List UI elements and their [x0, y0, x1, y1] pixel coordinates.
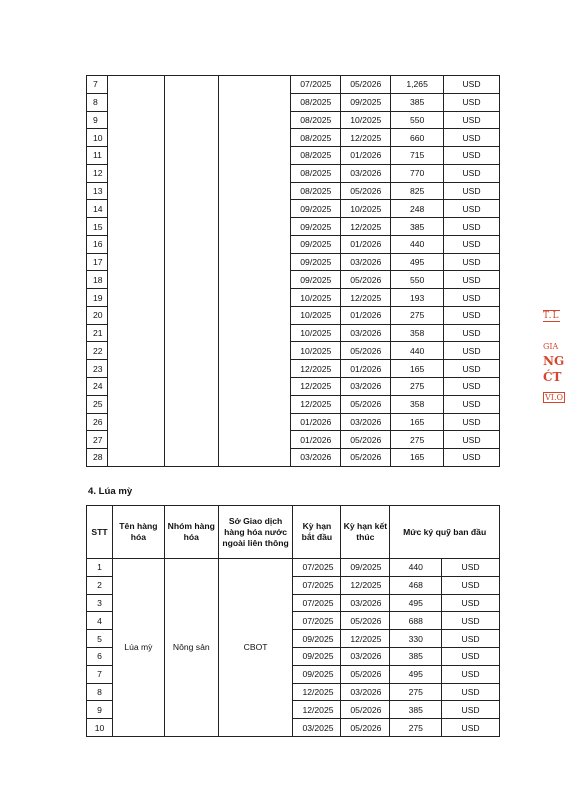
end-term-cell: 05/2026	[341, 431, 391, 449]
currency-cell: USD	[444, 449, 500, 467]
product-group-cell: Nông sản	[164, 559, 218, 737]
margin-value-cell: 825	[391, 182, 444, 200]
currency-cell: USD	[444, 431, 500, 449]
start-term-cell: 09/2025	[291, 218, 341, 236]
end-term-cell: 10/2025	[341, 111, 391, 129]
margin-value-cell: 385	[390, 701, 442, 719]
currency-cell: USD	[444, 164, 500, 182]
wheat-margin-table-body	[87, 559, 500, 737]
product-group-cell	[164, 76, 218, 467]
header-exchange: Sở Giao dịch hàng hóa nước ngoài liên thông	[218, 506, 293, 559]
margin-table-continued-body	[87, 76, 500, 467]
start-term-cell: 10/2025	[291, 324, 341, 342]
start-term-cell: 08/2025	[291, 147, 341, 165]
start-term-cell: 09/2025	[293, 630, 341, 648]
official-stamp	[541, 300, 565, 410]
start-term-cell: 07/2025	[293, 559, 341, 577]
margin-value-cell: 440	[391, 342, 444, 360]
margin-value-cell: 688	[390, 612, 442, 630]
start-term-cell: 08/2025	[291, 164, 341, 182]
end-term-cell: 03/2026	[341, 164, 391, 182]
end-term-cell: 03/2026	[341, 378, 391, 396]
currency-cell: USD	[442, 665, 500, 683]
margin-value-cell: 385	[390, 647, 442, 665]
stt-cell: 21	[87, 324, 108, 342]
currency-cell: USD	[442, 719, 500, 737]
end-term-cell: 05/2026	[341, 612, 390, 630]
margin-value-cell: 385	[391, 218, 444, 236]
start-term-cell: 01/2026	[291, 413, 341, 431]
product-name-cell	[107, 76, 164, 467]
stt-cell: 7	[87, 665, 113, 683]
stt-cell: 27	[87, 431, 108, 449]
start-term-cell: 09/2025	[291, 253, 341, 271]
currency-cell: USD	[444, 253, 500, 271]
currency-cell: USD	[442, 683, 500, 701]
stt-cell: 15	[87, 218, 108, 236]
start-term-cell: 10/2025	[291, 342, 341, 360]
currency-cell: USD	[442, 630, 500, 648]
currency-cell: USD	[442, 559, 500, 577]
header-end-term: Kỳ hạn kết thúc	[341, 506, 390, 559]
currency-cell: USD	[444, 93, 500, 111]
start-term-cell: 07/2025	[293, 612, 341, 630]
end-term-cell: 10/2025	[341, 200, 391, 218]
end-term-cell: 01/2026	[341, 235, 391, 253]
stt-cell: 13	[87, 182, 108, 200]
stt-cell: 28	[87, 449, 108, 467]
start-term-cell: 09/2025	[291, 235, 341, 253]
margin-value-cell: 275	[391, 378, 444, 396]
currency-cell: USD	[444, 413, 500, 431]
end-term-cell: 05/2026	[341, 76, 391, 94]
stt-cell: 18	[87, 271, 108, 289]
stt-cell: 9	[87, 701, 113, 719]
margin-value-cell: 440	[390, 559, 442, 577]
stamp-text: GIA	[543, 342, 559, 351]
margin-value-cell: 440	[391, 235, 444, 253]
stt-cell: 10	[87, 719, 113, 737]
margin-value-cell: 358	[391, 324, 444, 342]
end-term-cell: 05/2026	[341, 395, 391, 413]
end-term-cell: 03/2026	[341, 324, 391, 342]
wheat-margin-table	[86, 505, 500, 737]
currency-cell: USD	[442, 594, 500, 612]
stamp-text: VI.O	[545, 393, 564, 402]
margin-value-cell: 385	[391, 93, 444, 111]
start-term-cell: 09/2025	[291, 200, 341, 218]
start-term-cell: 03/2025	[293, 719, 341, 737]
start-term-cell: 12/2025	[293, 701, 341, 719]
end-term-cell: 03/2026	[341, 683, 390, 701]
currency-cell: USD	[444, 111, 500, 129]
table-row	[87, 76, 500, 94]
start-term-cell: 12/2025	[291, 378, 341, 396]
stt-cell: 9	[87, 111, 108, 129]
margin-table-continued	[86, 75, 500, 467]
stt-cell: 12	[87, 164, 108, 182]
stamp-text: ĆT	[543, 370, 562, 384]
currency-cell: USD	[444, 129, 500, 147]
end-term-cell: 09/2025	[341, 93, 391, 111]
margin-value-cell: 1,265	[391, 76, 444, 94]
margin-value-cell: 275	[390, 719, 442, 737]
header-product-group: Nhóm hàng hóa	[164, 506, 218, 559]
stt-cell: 17	[87, 253, 108, 271]
currency-cell: USD	[442, 647, 500, 665]
currency-cell: USD	[444, 200, 500, 218]
start-term-cell: 09/2025	[291, 271, 341, 289]
end-term-cell: 01/2026	[341, 306, 391, 324]
end-term-cell: 05/2026	[341, 182, 391, 200]
margin-value-cell: 358	[391, 395, 444, 413]
currency-cell: USD	[444, 360, 500, 378]
stt-cell: 26	[87, 413, 108, 431]
exchange-cell	[218, 76, 291, 467]
start-term-cell: 08/2025	[291, 111, 341, 129]
end-term-cell: 03/2026	[341, 594, 390, 612]
exchange-cell: CBOT	[218, 559, 293, 737]
end-term-cell: 01/2026	[341, 360, 391, 378]
currency-cell: USD	[444, 342, 500, 360]
stt-cell: 8	[87, 683, 113, 701]
start-term-cell: 07/2025	[291, 76, 341, 94]
margin-value-cell: 468	[390, 576, 442, 594]
stt-cell: 6	[87, 647, 113, 665]
end-term-cell: 03/2026	[341, 253, 391, 271]
end-term-cell: 05/2026	[341, 342, 391, 360]
stt-cell: 8	[87, 93, 108, 111]
currency-cell: USD	[444, 378, 500, 396]
stt-cell: 2	[87, 576, 113, 594]
start-term-cell: 08/2025	[291, 182, 341, 200]
margin-value-cell: 715	[391, 147, 444, 165]
currency-cell: USD	[444, 324, 500, 342]
stt-cell: 7	[87, 76, 108, 94]
stt-cell: 14	[87, 200, 108, 218]
margin-value-cell: 275	[390, 683, 442, 701]
table-row	[87, 559, 500, 577]
end-term-cell: 05/2026	[341, 701, 390, 719]
margin-value-cell: 165	[391, 413, 444, 431]
stamp-text: T.L	[543, 311, 560, 321]
stt-cell: 16	[87, 235, 108, 253]
currency-cell: USD	[444, 218, 500, 236]
margin-value-cell: 495	[390, 594, 442, 612]
margin-value-cell: 275	[391, 431, 444, 449]
margin-value-cell: 165	[391, 449, 444, 467]
stt-cell: 3	[87, 594, 113, 612]
currency-cell: USD	[442, 576, 500, 594]
stamp-text: NG	[543, 354, 565, 368]
start-term-cell: 12/2025	[291, 395, 341, 413]
end-term-cell: 05/2026	[341, 719, 390, 737]
end-term-cell: 03/2026	[341, 647, 390, 665]
start-term-cell: 12/2025	[291, 360, 341, 378]
currency-cell: USD	[442, 701, 500, 719]
header-initial-margin: Mức ký quỹ ban đầu	[390, 506, 500, 559]
end-term-cell: 01/2026	[341, 147, 391, 165]
end-term-cell: 12/2025	[341, 576, 390, 594]
stt-cell: 20	[87, 306, 108, 324]
currency-cell: USD	[444, 182, 500, 200]
margin-value-cell: 550	[391, 111, 444, 129]
currency-cell: USD	[444, 147, 500, 165]
currency-cell: USD	[444, 395, 500, 413]
start-term-cell: 09/2025	[293, 647, 341, 665]
stt-cell: 25	[87, 395, 108, 413]
header-product-name: Tên hàng hóa	[112, 506, 164, 559]
margin-value-cell: 193	[391, 289, 444, 307]
stt-cell: 4	[87, 612, 113, 630]
currency-cell: USD	[442, 612, 500, 630]
margin-value-cell: 660	[391, 129, 444, 147]
margin-value-cell: 495	[390, 665, 442, 683]
header-start-term: Kỳ hạn bắt đầu	[293, 506, 341, 559]
start-term-cell: 01/2026	[291, 431, 341, 449]
end-term-cell: 05/2026	[341, 271, 391, 289]
margin-value-cell: 275	[391, 306, 444, 324]
stt-cell: 5	[87, 630, 113, 648]
currency-cell: USD	[444, 76, 500, 94]
end-term-cell: 12/2025	[341, 289, 391, 307]
header-stt: STT	[87, 506, 113, 559]
stt-cell: 10	[87, 129, 108, 147]
start-term-cell: 10/2025	[291, 289, 341, 307]
start-term-cell: 07/2025	[293, 594, 341, 612]
stt-cell: 11	[87, 147, 108, 165]
start-term-cell: 09/2025	[293, 665, 341, 683]
margin-value-cell: 330	[390, 630, 442, 648]
end-term-cell: 03/2026	[341, 413, 391, 431]
start-term-cell: 12/2025	[293, 683, 341, 701]
currency-cell: USD	[444, 271, 500, 289]
margin-value-cell: 495	[391, 253, 444, 271]
stt-cell: 23	[87, 360, 108, 378]
stt-cell: 1	[87, 559, 113, 577]
start-term-cell: 07/2025	[293, 576, 341, 594]
currency-cell: USD	[444, 306, 500, 324]
currency-cell: USD	[444, 289, 500, 307]
stt-cell: 19	[87, 289, 108, 307]
section-title: 4. Lúa mỳ	[88, 486, 133, 497]
currency-cell: USD	[444, 235, 500, 253]
start-term-cell: 10/2025	[291, 306, 341, 324]
end-term-cell: 12/2025	[341, 630, 390, 648]
end-term-cell: 05/2026	[341, 665, 390, 683]
table-header-row	[87, 506, 500, 559]
margin-value-cell: 248	[391, 200, 444, 218]
product-name-cell: Lúa mỳ	[112, 559, 164, 737]
start-term-cell: 08/2025	[291, 93, 341, 111]
stt-cell: 24	[87, 378, 108, 396]
stt-cell: 22	[87, 342, 108, 360]
end-term-cell: 05/2026	[341, 449, 391, 467]
margin-value-cell: 550	[391, 271, 444, 289]
end-term-cell: 09/2025	[341, 559, 390, 577]
end-term-cell: 12/2025	[341, 218, 391, 236]
margin-value-cell: 770	[391, 164, 444, 182]
end-term-cell: 12/2025	[341, 129, 391, 147]
start-term-cell: 08/2025	[291, 129, 341, 147]
margin-value-cell: 165	[391, 360, 444, 378]
start-term-cell: 03/2026	[291, 449, 341, 467]
